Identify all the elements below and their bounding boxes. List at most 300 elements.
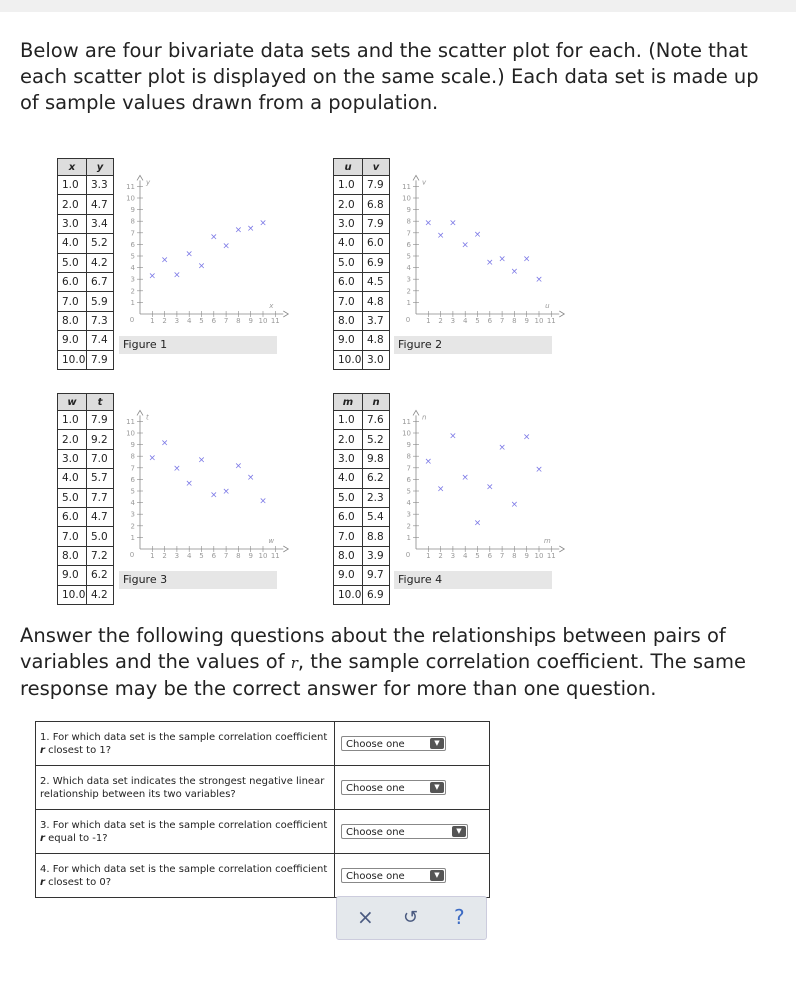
figure-label-4: Figure 4 (394, 571, 552, 589)
scatter-point: × (160, 438, 169, 449)
x-value-cell: 8.0 (334, 311, 363, 330)
y-axis-label: t (146, 413, 149, 422)
questions-table (35, 721, 490, 898)
y-tick-label: 4 (406, 499, 411, 508)
scatter-point: × (473, 518, 482, 529)
scatter-point: × (449, 218, 457, 229)
y-tick-label: 2 (130, 287, 135, 296)
scatter-point: × (185, 478, 193, 489)
x-value-cell: 8.0 (334, 546, 363, 565)
data-table-4 (333, 393, 390, 605)
scatter-point: × (473, 229, 482, 240)
y-tick-label: 1 (130, 533, 135, 542)
table-row (334, 272, 390, 291)
x-value-cell: 5.0 (334, 253, 363, 272)
table-row (334, 214, 390, 233)
x-value-cell: 7.0 (334, 527, 363, 546)
table-row (58, 195, 114, 214)
y-value-cell: 7.3 (87, 311, 114, 330)
x-value-cell: 6.0 (58, 507, 87, 526)
col-header: t (87, 394, 114, 411)
x-value-cell: 3.0 (334, 449, 363, 468)
x-tick-label: 6 (487, 317, 493, 325)
x-value-cell: 4.0 (58, 469, 87, 488)
question-post: closest to 0? (44, 876, 112, 888)
x-value-cell: 9.0 (334, 566, 363, 585)
y-value-cell: 7.9 (87, 350, 114, 369)
y-tick-label: 8 (406, 452, 411, 461)
y-value-cell: 2.3 (363, 488, 390, 507)
x-value-cell: 4.0 (334, 469, 363, 488)
scatter-point: × (234, 225, 243, 236)
x-value-cell: 5.0 (334, 488, 363, 507)
dropdown-arrow-icon[interactable]: ▼ (430, 870, 444, 881)
table-row (334, 546, 390, 565)
scatter-point: × (436, 484, 445, 495)
x-value-cell: 2.0 (334, 430, 363, 449)
y-value-cell: 6.9 (363, 253, 390, 272)
table-row (58, 488, 114, 507)
table-row (334, 585, 390, 604)
y-value-cell: 7.9 (363, 176, 390, 195)
x-tick-label: 2 (162, 552, 167, 560)
table-row (58, 469, 114, 488)
table-row (58, 527, 114, 546)
y-axis-arrow (413, 410, 419, 415)
answer-cell (335, 810, 490, 854)
y-tick-label: 11 (126, 417, 135, 426)
x-value-cell: 2.0 (58, 195, 87, 214)
scatter-point: × (498, 442, 506, 453)
y-tick-label: 6 (130, 475, 135, 484)
x-value-cell: 2.0 (334, 195, 363, 214)
table-row (58, 507, 114, 526)
x-tick-label: 6 (211, 317, 217, 325)
x-axis-arrow (559, 546, 564, 552)
y-value-cell: 7.7 (87, 488, 114, 507)
x-tick-label: 10 (534, 317, 544, 325)
x-tick-label: 9 (248, 317, 253, 325)
y-value-cell: 7.2 (87, 546, 114, 565)
x-tick-label: 2 (438, 317, 443, 325)
scatter-point: × (197, 455, 206, 466)
x-value-cell: 4.0 (58, 234, 87, 253)
undo-icon[interactable]: ↺ (403, 907, 419, 928)
dropdown-arrow-icon[interactable]: ▼ (430, 782, 444, 793)
scatter-point: × (522, 432, 531, 443)
x-tick-label: 1 (150, 317, 155, 325)
figure-label-3: Figure 3 (119, 571, 277, 589)
y-value-cell: 5.2 (87, 234, 114, 253)
table-row (58, 585, 114, 604)
table-row (58, 311, 114, 330)
answer-select-3[interactable] (341, 824, 468, 839)
y-value-cell: 6.2 (87, 566, 114, 585)
y-value-cell: 3.0 (363, 350, 390, 369)
y-tick-label: 1 (406, 298, 411, 307)
scatter-point: × (486, 257, 494, 268)
x-value-cell: 10.0 (58, 350, 87, 369)
y-tick-label: 3 (406, 510, 411, 519)
y-value-cell: 6.7 (87, 272, 114, 291)
scatter-point: × (234, 461, 243, 472)
y-value-cell: 3.3 (87, 176, 114, 195)
x-tick-label: 8 (512, 317, 517, 325)
table-row (58, 176, 114, 195)
table-row (58, 292, 114, 311)
table-row (334, 449, 390, 468)
y-tick-label: 1 (406, 533, 411, 542)
y-tick-label: 7 (406, 229, 411, 238)
y-value-cell: 3.7 (363, 311, 390, 330)
scatter-point: × (160, 255, 169, 266)
table-row (334, 350, 390, 369)
x-tick-label: 2 (162, 317, 167, 325)
x-tick-label: 5 (475, 317, 480, 325)
scatter-point: × (535, 275, 543, 286)
question-pre: 1. For which data set is the sample correlation coefficient (40, 731, 328, 743)
x-tick-label: 5 (199, 317, 204, 325)
table-row (334, 527, 390, 546)
y-value-cell: 4.8 (363, 331, 390, 350)
scatter-point: × (522, 254, 531, 265)
x-value-cell: 10.0 (334, 585, 363, 604)
x-tick-label: 3 (450, 552, 456, 560)
y-tick-label: 1 (130, 298, 135, 307)
y-tick-label: 10 (402, 429, 411, 438)
question-bold: r (40, 876, 45, 888)
y-axis-arrow (413, 175, 419, 180)
y-value-cell: 3.9 (363, 546, 390, 565)
table-row (58, 411, 114, 430)
y-tick-label: 6 (406, 475, 411, 484)
table-row (334, 331, 390, 350)
col-header: x (58, 159, 87, 176)
y-tick-label: 2 (406, 522, 411, 531)
question-pre: 3. For which data set is the sample correlation coefficient (40, 819, 328, 831)
x-tick-label: 8 (512, 552, 517, 560)
table-row (58, 430, 114, 449)
y-tick-label: 3 (130, 275, 135, 284)
x-tick-label: 3 (450, 317, 456, 325)
col-header: v (363, 159, 390, 176)
table-row (58, 272, 114, 291)
question-row (36, 722, 490, 766)
table-row (334, 430, 390, 449)
question-row (36, 854, 490, 898)
y-value-cell: 4.7 (87, 507, 114, 526)
x-value-cell: 6.0 (334, 507, 363, 526)
table-row (58, 350, 114, 369)
x-value-cell: 5.0 (58, 488, 87, 507)
select-label: Choose one (346, 827, 405, 838)
x-value-cell: 8.0 (58, 546, 87, 565)
origin-label: 0 (405, 551, 411, 559)
question-bold: r (40, 744, 45, 756)
x-tick-label: 7 (499, 552, 505, 560)
y-value-cell: 8.8 (363, 527, 390, 546)
x-tick-label: 4 (462, 552, 468, 560)
x-value-cell: 6.0 (58, 272, 87, 291)
y-tick-label: 4 (130, 264, 135, 273)
table-row (334, 195, 390, 214)
y-tick-label: 11 (126, 182, 135, 191)
y-value-cell: 4.8 (363, 292, 390, 311)
answer-select-1[interactable] (341, 736, 446, 751)
origin-label: 0 (129, 316, 135, 324)
table-row (58, 234, 114, 253)
y-value-cell: 9.2 (87, 430, 114, 449)
y-value-cell: 9.8 (363, 449, 390, 468)
table-row (58, 546, 114, 565)
y-value-cell: 6.8 (363, 195, 390, 214)
x-value-cell: 7.0 (334, 292, 363, 311)
table-row (58, 566, 114, 585)
y-value-cell: 7.9 (87, 411, 114, 430)
scatter-point: × (498, 254, 506, 265)
answer-cell (335, 766, 490, 810)
table-row (334, 488, 390, 507)
x-value-cell: 9.0 (58, 566, 87, 585)
x-axis-label: u (545, 302, 550, 310)
x-tick-label: 7 (223, 552, 229, 560)
x-tick-label: 4 (186, 317, 192, 325)
x-value-cell: 10.0 (334, 350, 363, 369)
x-tick-label: 11 (270, 552, 280, 560)
y-tick-label: 11 (402, 417, 411, 426)
answer-cell (335, 854, 490, 898)
x-value-cell: 1.0 (334, 411, 363, 430)
y-tick-label: 2 (130, 522, 135, 531)
x-axis-arrow (283, 546, 288, 552)
x-tick-label: 6 (487, 552, 493, 560)
y-value-cell: 6.9 (363, 585, 390, 604)
question-post: equal to -1? (44, 832, 108, 844)
x-tick-label: 8 (236, 317, 241, 325)
x-tick-label: 5 (475, 552, 480, 560)
scatter-point: × (222, 487, 230, 497)
y-tick-label: 8 (130, 452, 135, 461)
y-tick-label: 7 (406, 464, 411, 473)
table-row (334, 566, 390, 585)
y-tick-label: 10 (402, 194, 411, 203)
y-value-cell: 5.7 (87, 469, 114, 488)
table-row (58, 214, 114, 233)
y-value-cell: 7.9 (363, 214, 390, 233)
y-tick-label: 5 (130, 252, 135, 261)
x-value-cell: 5.0 (58, 253, 87, 272)
y-tick-label: 3 (130, 510, 135, 519)
x-value-cell: 3.0 (334, 214, 363, 233)
y-tick-label: 6 (130, 240, 135, 249)
scatter-point: × (510, 267, 519, 278)
y-value-cell: 6.2 (363, 469, 390, 488)
table-row (334, 176, 390, 195)
y-tick-label: 9 (406, 206, 411, 215)
y-axis-arrow (137, 175, 143, 180)
x-value-cell: 3.0 (58, 449, 87, 468)
x-axis-arrow (283, 311, 288, 317)
table-row (334, 507, 390, 526)
y-value-cell: 7.6 (363, 411, 390, 430)
y-value-cell: 5.2 (363, 430, 390, 449)
scatter-point: × (173, 463, 181, 474)
data-table-3 (57, 393, 114, 605)
x-value-cell: 9.0 (334, 331, 363, 350)
scatter-point: × (210, 490, 218, 501)
intro-text: Below are four bivariate data sets and the scatter plot for each. (Note that each scatter plot is displayed on the same scale.) Each data set is made up of sample values drawn from a population. (20, 39, 759, 114)
question-text (36, 766, 335, 810)
scatter-point: × (210, 232, 218, 243)
x-tick-label: 9 (524, 317, 529, 325)
y-value-cell: 9.7 (363, 566, 390, 585)
scatter-point: × (535, 464, 543, 475)
y-value-cell: 4.2 (87, 253, 114, 272)
y-value-cell: 4.2 (87, 585, 114, 604)
scatter-plot-4 (396, 415, 556, 593)
x-value-cell: 3.0 (58, 214, 87, 233)
x-value-cell: 10.0 (58, 585, 87, 604)
y-tick-label: 10 (126, 194, 135, 203)
y-tick-label: 6 (406, 240, 411, 249)
scatter-point: × (197, 261, 206, 272)
prompt-part: , the sample correlation coefficient. The same response may be the correct answer for more than one question. (20, 650, 747, 700)
y-tick-label: 11 (402, 182, 411, 191)
y-tick-label: 4 (406, 264, 411, 273)
y-tick-label: 9 (406, 441, 411, 450)
y-value-cell: 5.4 (363, 507, 390, 526)
origin-label: 0 (405, 316, 411, 324)
y-tick-label: 3 (406, 275, 411, 284)
x-tick-label: 6 (211, 552, 217, 560)
x-axis-arrow (559, 311, 564, 317)
x-tick-label: 7 (223, 317, 229, 325)
question-bold: r (40, 832, 45, 844)
scatter-point: × (148, 453, 157, 464)
scatter-point: × (185, 249, 193, 260)
question-text (36, 722, 335, 766)
table-row (58, 331, 114, 350)
x-tick-label: 10 (534, 552, 544, 560)
table-row (334, 234, 390, 253)
scatter-point: × (424, 218, 433, 229)
table-row (334, 311, 390, 330)
table-row (334, 411, 390, 430)
x-tick-label: 10 (258, 552, 268, 560)
x-tick-label: 11 (546, 317, 556, 325)
x-tick-label: 9 (524, 552, 529, 560)
x-tick-label: 10 (258, 317, 268, 325)
y-value-cell: 7.0 (87, 449, 114, 468)
scatter-point: × (436, 231, 445, 242)
y-axis-label: n (422, 413, 427, 422)
scatter-point: × (173, 270, 181, 281)
y-tick-label: 10 (126, 429, 135, 438)
figure-label-1: Figure 1 (119, 336, 277, 354)
data-table-1 (57, 158, 114, 370)
x-value-cell: 6.0 (334, 272, 363, 291)
x-value-cell: 1.0 (58, 411, 87, 430)
x-tick-label: 2 (438, 552, 443, 560)
x-value-cell: 9.0 (58, 331, 87, 350)
x-tick-label: 3 (174, 552, 180, 560)
scatter-point: × (461, 240, 469, 251)
x-axis-label: x (269, 302, 274, 310)
y-value-cell: 6.0 (363, 234, 390, 253)
col-header: y (87, 159, 114, 176)
answer-select-2[interactable] (341, 780, 446, 795)
y-tick-label: 9 (130, 441, 135, 450)
y-tick-label: 8 (406, 217, 411, 226)
y-value-cell: 5.0 (87, 527, 114, 546)
x-tick-label: 11 (270, 317, 280, 325)
col-header: w (58, 394, 87, 411)
question-post: closest to 1? (44, 744, 112, 756)
y-tick-label: 5 (406, 487, 411, 496)
table-row (334, 253, 390, 272)
table-row (334, 292, 390, 311)
y-tick-label: 7 (130, 229, 135, 238)
x-value-cell: 8.0 (58, 311, 87, 330)
x-value-cell: 1.0 (334, 176, 363, 195)
answer-prompt (20, 623, 780, 702)
answer-toolbar (336, 896, 487, 940)
scatter-point: × (424, 456, 433, 467)
y-tick-label: 5 (130, 487, 135, 496)
y-axis-arrow (137, 410, 143, 415)
select-label: Choose one (346, 783, 405, 794)
x-tick-label: 11 (546, 552, 556, 560)
question-row (36, 810, 490, 854)
scatter-point: × (510, 499, 519, 510)
x-tick-label: 4 (186, 552, 192, 560)
prompt-part: Answer the following questions about the relationships between pairs of variables and the values of (20, 624, 726, 673)
x-tick-label: 7 (499, 317, 505, 325)
dropdown-arrow-icon[interactable]: ▼ (452, 826, 466, 837)
y-tick-label: 8 (130, 217, 135, 226)
scatter-point: × (259, 496, 267, 507)
answer-select-4[interactable] (341, 868, 446, 883)
question-text (36, 854, 335, 898)
scatter-point: × (246, 473, 255, 484)
question-text (36, 810, 335, 854)
help-icon[interactable]: ? (454, 905, 465, 929)
question-pre: 2. Which data set indicates the strongest negative linear relationship between its two variables? (40, 775, 325, 800)
x-tick-label: 4 (462, 317, 468, 325)
y-axis-label: v (422, 178, 427, 187)
x-tick-label: 1 (426, 317, 431, 325)
scatter-point: × (148, 271, 157, 282)
y-tick-label: 7 (130, 464, 135, 473)
select-label: Choose one (346, 871, 405, 882)
top-bar (0, 0, 796, 12)
scatter-plot-1 (120, 180, 280, 358)
dropdown-arrow-icon[interactable]: ▼ (430, 738, 444, 749)
x-axis-label: w (268, 537, 275, 545)
clear-icon[interactable]: × (357, 905, 374, 929)
y-tick-label: 5 (406, 252, 411, 261)
scatter-plot-3 (120, 415, 280, 593)
y-value-cell: 5.9 (87, 292, 114, 311)
scatter-point: × (246, 224, 255, 235)
table-row (58, 253, 114, 272)
col-header: m (334, 394, 363, 411)
table-row (334, 469, 390, 488)
question-pre: 4. For which data set is the sample correlation coefficient (40, 863, 328, 875)
figure-label-2: Figure 2 (394, 336, 552, 354)
scatter-point: × (461, 473, 469, 484)
x-value-cell: 1.0 (58, 176, 87, 195)
